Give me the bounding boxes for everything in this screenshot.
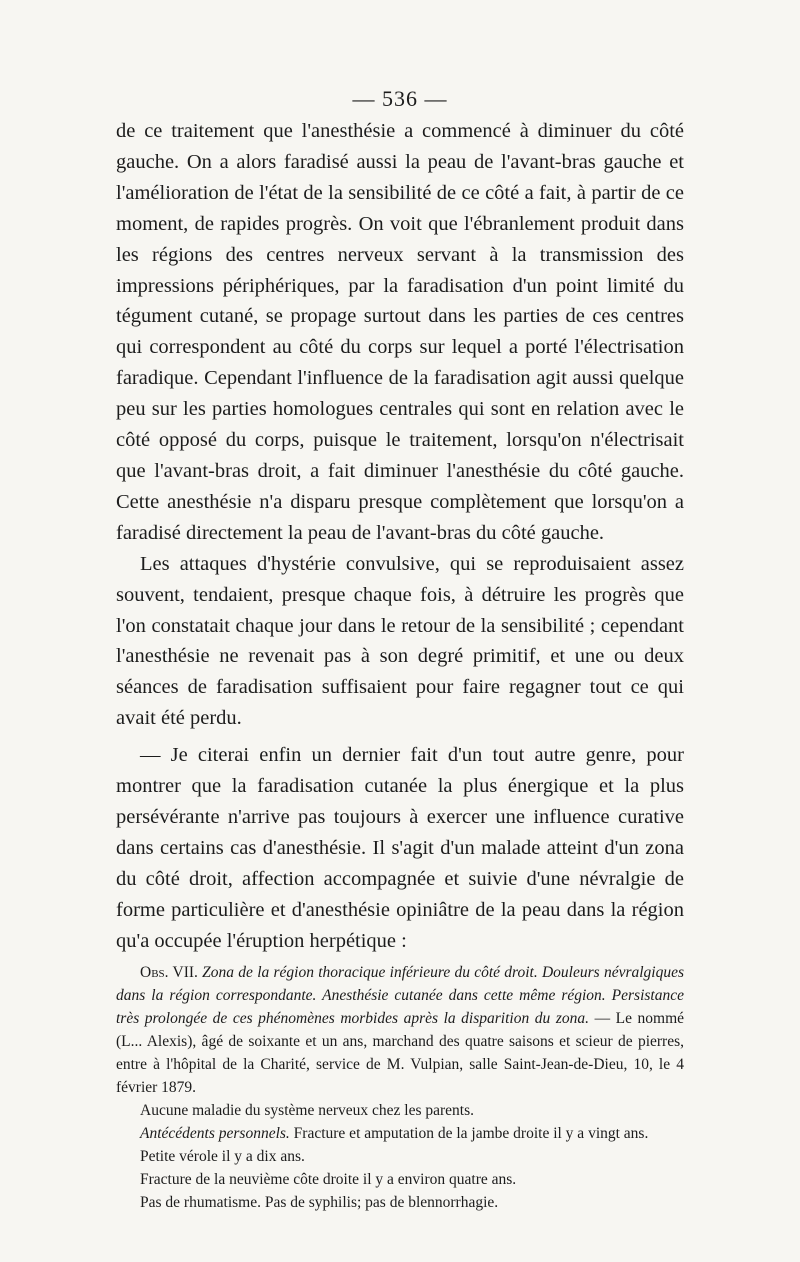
observation-intro: — Le nommé (L... Alexis), âgé de soixante et un ans, marchand des quatre saisons et scieur de pierres, entre à l'hôpital de la Charité, service de M. Vulpian, salle Saint-Jean-de-Dieu, 10, le 4 février 1879. — [116, 1010, 685, 1096]
observation-personal-history — [116, 1123, 684, 1146]
observation-family-history: Aucune maladie du système nerveux chez les parents. — [140, 1101, 474, 1119]
observation-smallpox: Petite vérole il y a dix ans. — [140, 1147, 305, 1165]
observation-negatives: Pas de rhumatisme. Pas de syphilis; pas de blennorrhagie. — [140, 1193, 499, 1211]
page-number: — 536 — — [352, 86, 448, 111]
antecedents-label: Antécédents personnels. — [140, 1124, 290, 1142]
observation-block — [116, 962, 684, 1214]
observation-rib-fracture: Fracture de la neuvième côte droite il y a environ quatre ans. — [140, 1170, 517, 1188]
observation-heading — [116, 962, 684, 1099]
observation-title: Zona de la région thoracique inférieure du côté droit. Douleurs névralgiques dans la région correspondante. Anesthésie cutanée dans cette même région. Persistance très prolongée de ces phénomènes morbides après la disparition du zona. — [116, 964, 685, 1028]
document-page — [116, 86, 684, 1214]
paragraph-treatment-results: de ce traitement que l'anesthésie a commencé à diminuer du côté gauche. On a alors faradisé aussi la peau de l'avant-bras gauche et l'amélioration de l'état de la sensibilité de ce côté a fait, à partir de ce moment, de rapides progrès. On voit que l'ébranlement produit dans les régions des centres nerveux servant à la transmission des impressions périphériques, par la faradisation d'un point limité du tégument cutané, se propage surtout dans les parties de ces centres qui correspondent au côté du corps sur lequel a porté l'électrisation faradique. Cependant l'influence de la faradisation agit aussi quelque peu sur les parties homologues centrales qui sont en relation avec le côté opposé du corps, puisque le traitement, lorsqu'on n'électrisait que l'avant-bras droit, a fait diminuer l'anesthésie du côté gauche. Cette anesthésie n'a disparu presque complètement que lorsqu'on a faradisé directement la peau de l'avant-bras du côté gauche. — [116, 120, 684, 544]
paragraph-hysteria-attacks: Les attaques d'hystérie convulsive, qui se reproduisaient assez souvent, tendaient, presque chaque fois, à détruire les progrès que l'on constatait chaque jour dans le retour de la sensibilité ; cependant l'anesthésie ne revenait pas à son degré primitif, et une ou deux séances de faradisation suffisaient pour faire regagner tout ce qui avait été perdu. — [116, 552, 684, 730]
paragraph-final-case: — Je citerai enfin un dernier fait d'un tout autre genre, pour montrer que la faradisation cutanée la plus énergique et la plus persévérante n'arrive pas toujours à exercer une influence curative dans certains cas d'anesthésie. Il s'agit d'un malade atteint d'un zona du côté droit, affection accompagnée et suivie d'une névralgie de forme particulière et d'anesthésie opiniâtre de la peau dans la région qu'a occupée l'éruption herpétique : — [116, 744, 684, 952]
observation-label: Obs. VII. — [140, 964, 198, 982]
antecedents-text: Fracture et amputation de la jambe droite il y a vingt ans. — [293, 1124, 649, 1142]
